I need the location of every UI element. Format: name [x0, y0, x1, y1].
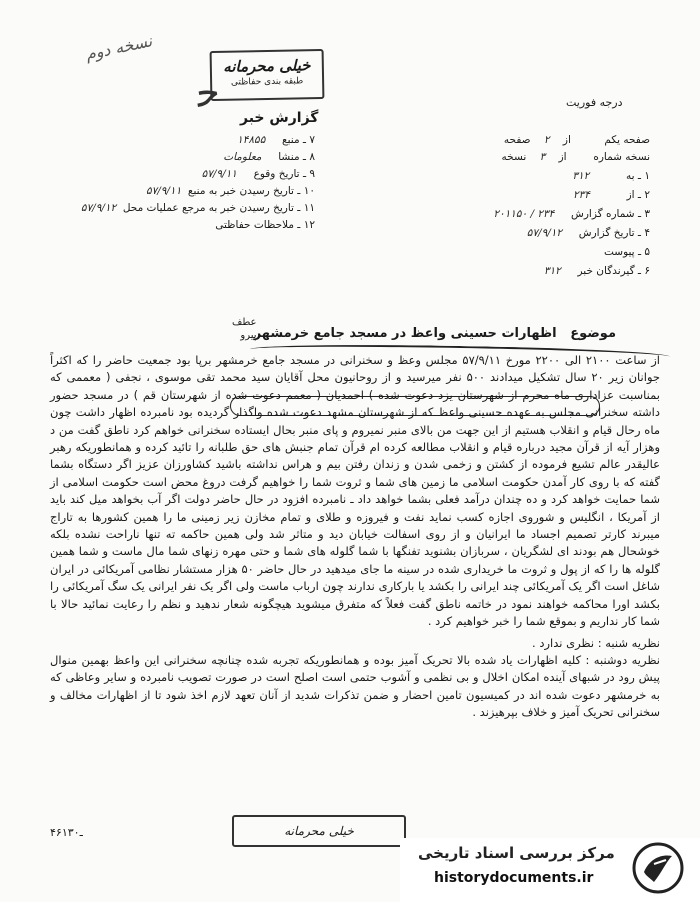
- field-value: ۱۴۸۵۵: [237, 134, 266, 146]
- handwritten-check-mark: ﺣ: [192, 68, 224, 116]
- field-mid: از: [562, 134, 571, 146]
- field-num: ۳: [539, 151, 546, 163]
- field-end: نسخه: [501, 151, 527, 163]
- field-label: ۱۲ ـ ملاحظات حفاظتی: [215, 219, 315, 231]
- field-label: ۸ ـ منشا: [278, 151, 315, 163]
- field-label: ۲ ـ از: [626, 189, 650, 201]
- field-value: ۵۷/۹/۱۲: [526, 227, 563, 239]
- watermark-text-fa: مرکز بررسی اسناد تاریخی: [418, 844, 615, 862]
- field-label: ۱۰ ـ تاریخ رسیدن خبر به منبع: [187, 185, 315, 197]
- field-label: ۹ ـ تاریخ وقوع: [253, 168, 315, 180]
- field-attachment: [604, 246, 650, 258]
- field-to: [572, 170, 650, 182]
- field-label: ۶ ـ گیرندگان خبر: [577, 265, 650, 277]
- field-report-number: [493, 208, 650, 220]
- subject-text: اظهارات حسینی واعظ در مسجد جامع خرمشهر: [253, 326, 557, 341]
- classification-stamp-subtext: طبقه بندی حفاظتی: [230, 76, 304, 88]
- field-value: معلومات: [223, 151, 262, 163]
- field-value: ۳۱۲: [572, 170, 590, 182]
- field-copy-number: [502, 151, 650, 163]
- body-paragraph-opinion-1: نظریه شنبه : نظری ندارد .: [532, 635, 660, 650]
- field-local-receipt-date: [81, 202, 315, 214]
- report-title: گزارش خبر: [240, 110, 319, 126]
- field-label: صفحه یکم: [604, 134, 650, 146]
- urgency-degree-label: درجه فوریت: [566, 96, 623, 109]
- field-value: ۲۳۴ / ۲۰۱۱۵۰: [493, 208, 555, 220]
- field-label: ۱۱ ـ تاریخ رسیدن خبر به مرجع عملیات محل: [122, 202, 315, 214]
- field-from: [573, 189, 650, 201]
- field-label: نسخه شماره: [593, 151, 650, 163]
- field-label: ۱ ـ به: [626, 170, 650, 182]
- archive-logo-icon: [632, 842, 684, 894]
- atf-label: عطف: [232, 317, 257, 328]
- document-code: ۴۶ـ۱۳۰: [50, 826, 83, 839]
- field-value: ۳۱۲: [543, 265, 561, 277]
- field-recipients: [544, 265, 650, 277]
- body-paragraph-opinion-2: نظریه دوشنبه : کلیه اظهارات یاد شده بالا تحریک آمیز بوده و همانطوریکه تجربه شده چنانچه سخنرانی این واعظ بهمین منوال پیش رود در شبهای آینده امکان اخلال و بی نظمی و آشوب حتمی است اصلح است در صورت تصویب نامبرده و سایر وعاظی که به خرمشهر دعوت شده اند در کمیسیون تامین احضار و ضمن تذکرات شدید از آنان تعهد لازم اخذ شود تا از اظهارات مخالف و سخنرانی تحریک آمیز و خلاف بپرهیزند .: [50, 652, 660, 720]
- field-origin: [223, 151, 315, 163]
- field-report-date: [527, 227, 650, 239]
- watermark-text-en: historydocuments.ir: [434, 870, 594, 886]
- subject-line: [96, 326, 616, 341]
- field-num: ۲: [543, 134, 550, 146]
- field-end: صفحه: [503, 134, 531, 146]
- report-body: [50, 352, 660, 722]
- footer-classification-stamp: خیلی محرمانه: [232, 815, 406, 847]
- body-paragraph-main: از ساعت ۲۱۰۰ الی ۲۲۰۰ مورخ ۵۷/۹/۱۱ مجلس وعظ و سخنرانی در مسجد جامع خرمشهر برپا بود جمعیت حاضر را که اکثراً جوانان زیر ۲۰ سال تشکیل میدادند ۵۰۰ نفر میرسید و از روحانیون محل آقایان سید محمد تقی موسوی ، نجفی ( معممی که بمناسبت عزاداری ماه محرم از شهرستان یزد دعوت شده ) احمدیان ( معمم دعوت شده از شهرستان قم ) در مسجد حضور داشته سخنرانی مجلس به عهده حسینی واعظ که از شهرستان مشهد دعوت شده واگذار گردیده بود نامبرده اظهار داشت چون ماه رحال قیام و انقلاب هستیم از این جهت من بالای منبر نمیروم و پای منبر بحال ایستاده سخنرانی خواهم کرد ناطق گفت من د وهزار آیه از قرآن مجید درباره قیام و انقلاب مطالعه کرده ام قرآن تمام جنبش های حق طلبانه را تائید کرده و همانطوریکه رهبر عالیقدر عالم تشیع فرموده از کشتن و زخمی شدن و زندان رفتن بیم و هراس نداشته باشید کشاورزان عزیز اگر دستگاه بشما گفته که با روی کار آمدن حکومت اسلامی ما زمین های شما و ثروت شما را خواهیم گرفت دروغ محض است حکومت اسلامی از شما حمایت خواهد کرد و ده چندان درآمد فعلی بشما خواهد داد ـ نامبرده افزود در حال حاضر دولت اگر آب بخواهد میل کند باید از آمریکا ، انگلیس و شوروی اجازه کسب نماید نفت و فیروزه و طلای و تمام مخازن زیر زمینی ما را همین کشورها به تاراج میبرند کارتر تصمیم اجساد ما ایرانیان و از روی اسفالت خیابان دید و متاثر شد ولی همین حاکمه ته تنها ناراحت نشده بلکه خوشحال هم بودند ای لشگریان ، سربازان بشنوید تفنگها با شما گلوله های شما و حتی مهره زنهای شما مال ماست و شما همین گلوله ها را که از پول و ثروت ما خریداری شده در سینه ما جای میدهید در حال حاضر ۵۰ هزار مستشار نظامی آمریکائی در ایران شاغل است اگر یک آمریکائی چند ایرانی را بکشد یا بارکاری ندارند چون ارباب ماست ولی اگر یک نفر ایرانی یک سگ آمریکائی را بکشد اورا محاکمه خواهند نمود در خاتمه ناطق گفت فعلاً که متفرق میشوید هیچگونه شعار ندهید و نظم را رعایت نمائید حالا با شما کار نداریم و بموقع شما را خبر خواهیم کرد .: [50, 353, 660, 629]
- field-value: ۵۷/۹/۱۱: [201, 168, 237, 180]
- corner-handwritten-note: نسخه دوم: [83, 31, 154, 64]
- classification-stamp: [210, 49, 325, 101]
- field-security-notes: [215, 219, 315, 231]
- field-mid: از: [558, 151, 567, 163]
- field-value: ۵۷/۹/۱۱: [145, 185, 182, 197]
- field-label: ۵ ـ پیوست: [603, 246, 650, 258]
- field-source: [237, 134, 315, 146]
- field-value: ۲۳۴: [572, 189, 590, 201]
- peyro-label: پیرو: [240, 330, 257, 341]
- field-label: ۳ ـ شماره گزارش: [571, 208, 650, 220]
- field-label: ۴ ـ تاریخ گزارش: [578, 227, 650, 239]
- field-label: ۷ ـ منبع: [282, 134, 315, 146]
- field-value: ۵۷/۹/۱۲: [80, 202, 117, 214]
- subject-label: موضوع: [570, 326, 616, 341]
- classification-stamp-text: خیلی محرمانه: [223, 56, 311, 76]
- field-occurrence-date: [202, 168, 315, 180]
- field-page-number: [504, 134, 650, 146]
- field-source-receipt-date: [146, 185, 315, 197]
